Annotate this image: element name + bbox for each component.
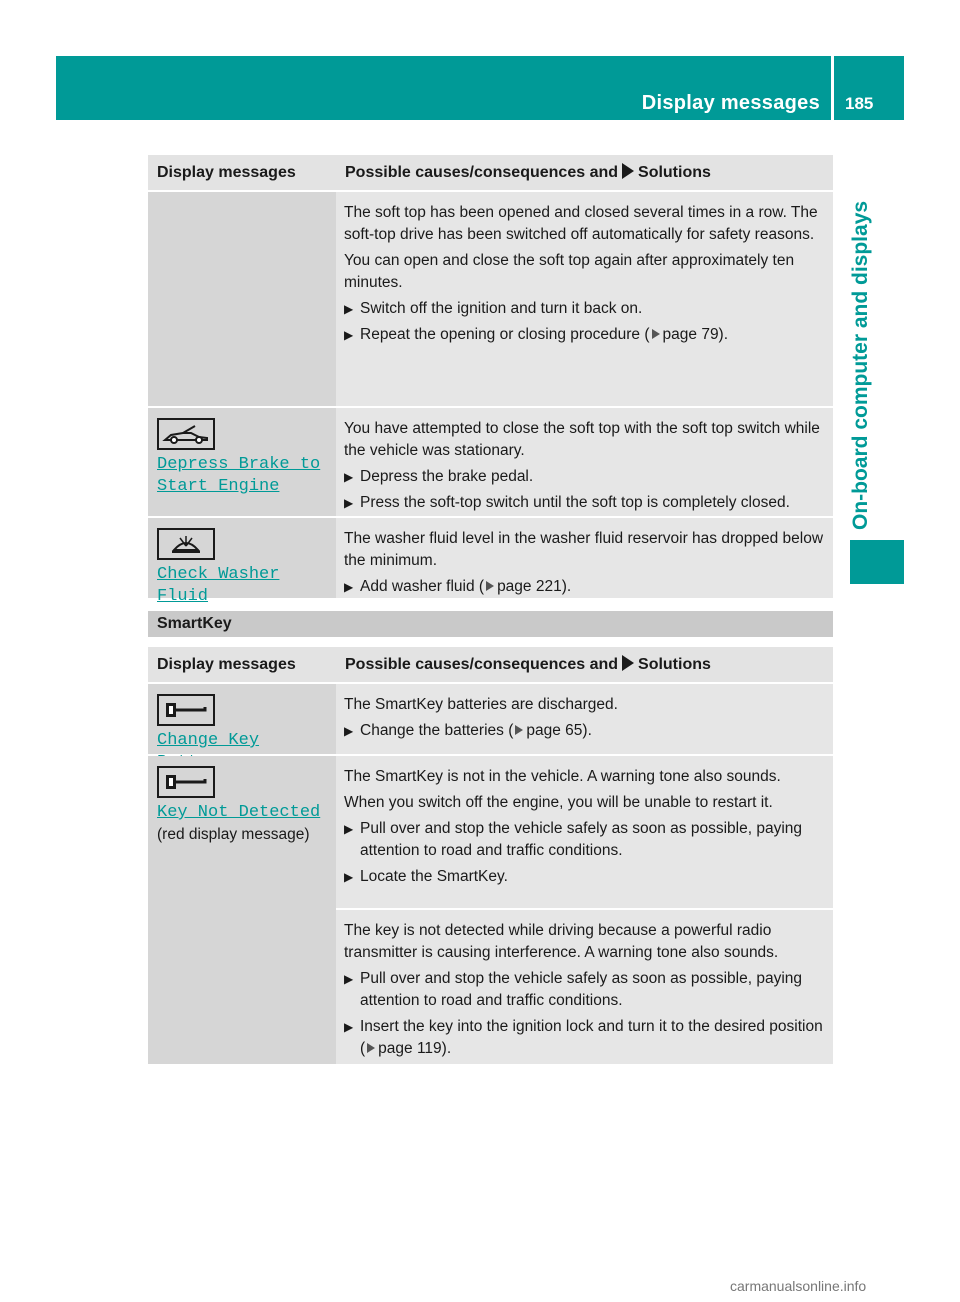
side-tab-label: On-board computer and displays — [849, 200, 872, 530]
solution-arrow-icon — [622, 163, 634, 179]
solution-cell — [336, 408, 833, 516]
header-title: Display messages — [641, 92, 820, 114]
solution-arrow-icon — [622, 655, 634, 671]
column-header-causes — [336, 155, 833, 190]
solution-cell-group — [336, 756, 833, 1064]
page-ref-icon — [367, 1043, 375, 1053]
smartkey-messages-table — [148, 647, 833, 1064]
solution-step — [344, 866, 826, 888]
washer-fluid-icon — [157, 528, 215, 560]
table-row — [148, 192, 833, 408]
step-arrow-icon: ▶ — [344, 580, 354, 594]
step-arrow-icon: ▶ — [344, 972, 354, 986]
step-text: Depress the brake pedal. — [360, 468, 534, 485]
step-text: Press the soft-top switch until the soft top is completely closed. — [360, 494, 790, 511]
page-reference-link[interactable]: page 65). — [526, 722, 592, 739]
table-header-row — [148, 647, 833, 684]
step-text: Add washer fluid ( — [360, 578, 485, 595]
solution-step — [344, 324, 826, 346]
display-message-text: Change Key — [157, 731, 260, 750]
display-message-text: Check Washer Fluid — [157, 565, 280, 606]
solution-step — [344, 1016, 826, 1060]
table-row — [148, 408, 833, 518]
page-number: 185 — [845, 94, 874, 113]
solution-step — [344, 968, 826, 1012]
solution-step — [344, 466, 826, 488]
table-row — [148, 518, 833, 606]
step-arrow-icon: ▶ — [344, 328, 354, 342]
solution-cell — [336, 518, 833, 598]
cause-text: The washer fluid level in the washer fluid reservoir has dropped below the minimum. — [344, 530, 824, 569]
solution-step — [344, 818, 826, 862]
solution-step — [344, 492, 826, 514]
step-text: Switch off the ignition and turn it back on. — [360, 300, 643, 317]
smartkey-icon — [157, 694, 215, 726]
solution-cell — [336, 684, 833, 754]
solution-step — [344, 720, 826, 742]
step-arrow-icon: ▶ — [344, 496, 354, 510]
column-header-causes-text: Possible causes/consequences and — [345, 164, 619, 181]
column-header-display-messages: Display messages — [148, 155, 336, 190]
page-reference-link[interactable]: page 221). — [497, 578, 572, 595]
column-header-causes — [336, 647, 833, 682]
column-header-solutions-text: Solutions — [638, 656, 711, 673]
step-arrow-icon: ▶ — [344, 1020, 354, 1034]
step-arrow-icon: ▶ — [344, 470, 354, 484]
table-header-row — [148, 155, 833, 192]
cause-text: You can open and close the soft top again after approximately ten minutes. — [344, 252, 795, 291]
table-row — [148, 756, 833, 1064]
page-reference-link[interactable]: page 119). — [378, 1040, 452, 1057]
step-text: Locate the SmartKey. — [360, 868, 508, 885]
column-header-display-messages: Display messages — [148, 647, 336, 682]
display-message-text: Key Not Detected — [157, 803, 321, 822]
message-cell — [148, 518, 336, 606]
cause-text: You have attempted to close the soft top with the soft top switch while the vehicle was stationary. — [344, 420, 820, 459]
section-heading — [148, 611, 833, 637]
solution-step — [344, 298, 826, 320]
step-arrow-icon: ▶ — [344, 870, 354, 884]
page-ref-icon — [515, 725, 523, 735]
page-ref-icon — [652, 329, 660, 339]
step-arrow-icon: ▶ — [344, 302, 354, 316]
cause-text: When you switch off the engine, you will be unable to restart it. — [344, 794, 773, 811]
column-header-solutions-text: Solutions — [638, 164, 711, 181]
step-text: Change the batteries ( — [360, 722, 514, 739]
side-tab-marker — [850, 540, 904, 584]
page-reference-link[interactable]: page 79). — [662, 326, 729, 343]
solution-cell — [336, 910, 833, 1064]
column-header-causes-text: Possible causes/consequences and — [345, 656, 619, 673]
display-message-text: Depress Brake to — [157, 455, 321, 474]
message-cell — [148, 684, 336, 754]
page-ref-icon — [486, 581, 494, 591]
display-message-note: (red display message) — [157, 826, 310, 843]
cause-text: The SmartKey is not in the vehicle. A warning tone also sounds. — [344, 768, 781, 785]
message-cell — [148, 408, 336, 516]
step-arrow-icon: ▶ — [344, 822, 354, 836]
cause-text: The key is not detected while driving because a powerful radio transmitter is causing interference. A warning tone also sounds. — [344, 922, 779, 961]
display-messages-table — [148, 155, 833, 606]
page-header — [56, 56, 904, 120]
table-row — [148, 684, 833, 756]
cause-text: The soft top has been opened and closed several times in a row. The soft-top drive has been switched off automatically for safety reasons. — [344, 204, 818, 243]
step-text: Pull over and stop the vehicle safely as soon as possible, paying attention to road and traffic conditions. — [360, 820, 803, 859]
step-arrow-icon: ▶ — [344, 724, 354, 738]
convertible-car-icon — [157, 418, 215, 450]
solution-cell — [336, 192, 833, 406]
step-text: Repeat the opening or closing procedure ( — [360, 326, 650, 343]
message-cell — [148, 756, 336, 1064]
smartkey-icon — [157, 766, 215, 798]
step-text: Insert the key into the ignition lock and turn it to the desired position ( — [360, 1018, 823, 1057]
solution-cell — [336, 756, 833, 910]
step-text: Pull over and stop the vehicle safely as soon as possible, paying attention to road and traffic conditions. — [360, 970, 803, 1009]
watermark: carmanualsonline.info — [730, 1278, 867, 1294]
header-divider — [831, 56, 834, 120]
section-title: SmartKey — [157, 615, 232, 632]
cause-text: The SmartKey batteries are discharged. — [344, 696, 618, 713]
solution-step — [344, 576, 826, 598]
display-message-text: Start Engine — [157, 477, 280, 496]
message-cell — [148, 192, 336, 406]
